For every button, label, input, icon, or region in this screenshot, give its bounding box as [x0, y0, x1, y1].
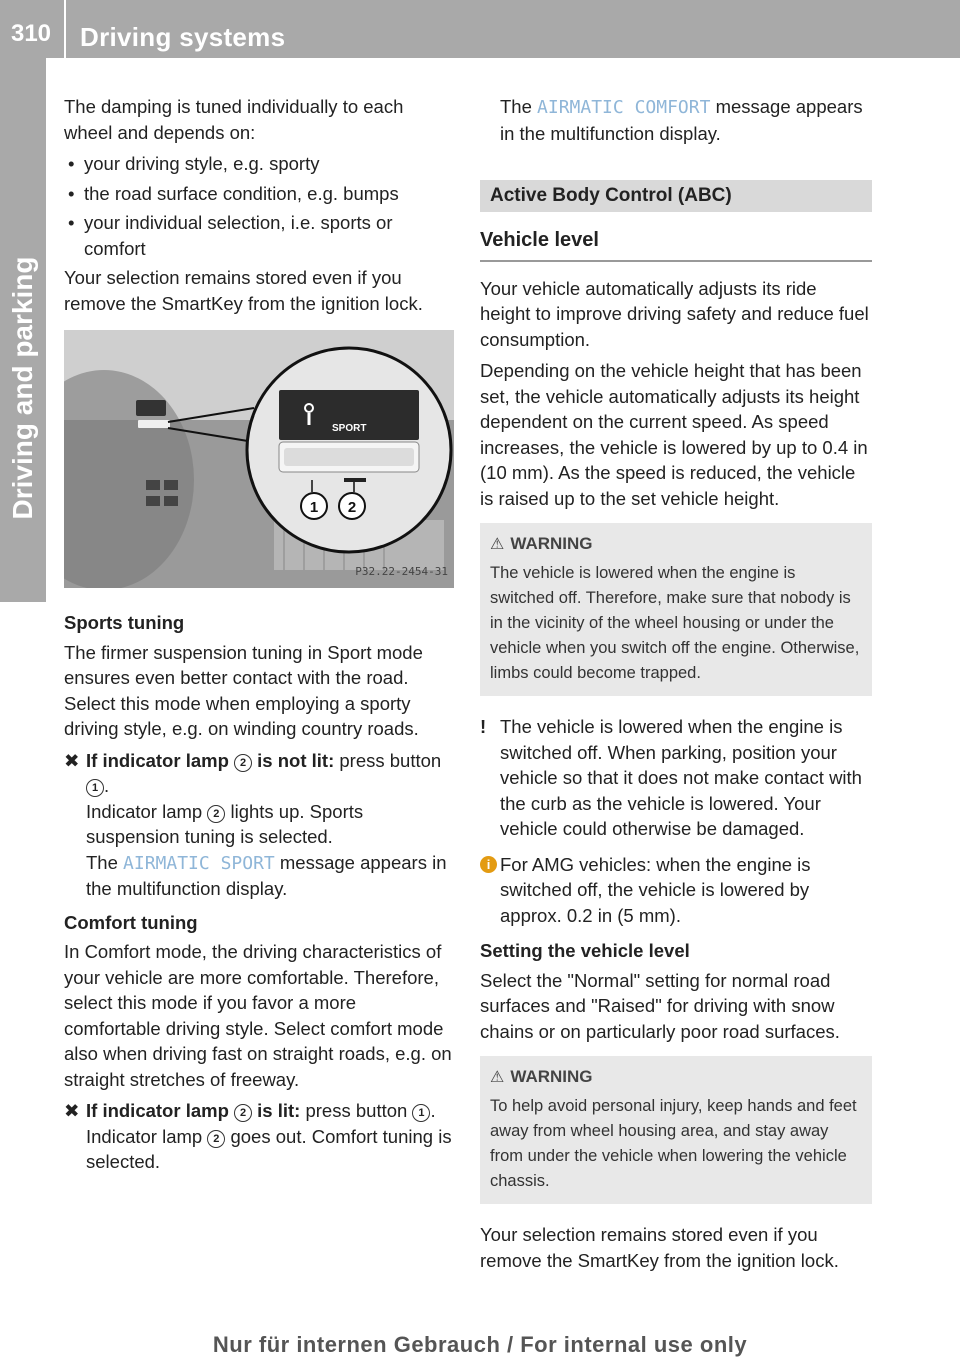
step-result: lights up. Sports suspension tuning is selected. — [86, 800, 364, 847]
warning-text: To help avoid personal injury, keep hands and feet away from wheel housing area, and stay away from under the vehicle when lowering the vehicle chassis. — [490, 1097, 857, 1190]
display-message: AIRMATIC SPORT — [123, 852, 275, 874]
callout-1-icon: 1 — [86, 779, 104, 797]
figure-code: P32.22-2454-31 — [355, 564, 448, 578]
section-title: Active Body Control (ABC) — [480, 180, 872, 212]
warning-title-text: WARNING — [510, 534, 593, 553]
step-bold: is not lit: — [257, 749, 335, 771]
list-item: • your individual selection, i.e. sports or comfort — [64, 210, 456, 261]
warning-triangle-icon: ⚠ — [490, 536, 505, 553]
notice-text: The vehicle is lowered when the engine is switched off. When parking, position your vehicle so that it does not make contact with the curb as the vehicle is lowered. Your vehicle could otherwise be damaged. — [500, 716, 862, 839]
footer-watermark: Nur für internen Gebrauch / For internal use only — [212, 1332, 748, 1357]
warning-title — [490, 1064, 862, 1090]
warning-box — [480, 1056, 872, 1204]
comfort-message — [480, 94, 872, 146]
header-title: Driving systems — [80, 22, 286, 52]
step-result: Indicator lamp — [86, 1125, 203, 1147]
list-item: • your driving style, e.g. sporty — [64, 151, 456, 177]
msg-text: message appears in the multifunction display. — [86, 851, 447, 899]
msg-text: The — [500, 96, 532, 117]
comfort-heading: Comfort tuning — [64, 911, 198, 933]
header-divider — [64, 0, 66, 58]
callout-2-icon: 2 — [207, 1130, 225, 1148]
callout-1: 1 — [309, 499, 319, 516]
right-column — [480, 94, 872, 1279]
step-bold: If indicator lamp — [86, 1100, 229, 1121]
subsection-title: Vehicle level — [480, 228, 872, 262]
comfort-body: In Comfort mode, the driving characteristics of your vehicle are more comfortable. Therefore, select this mode if you favor a more comfortable driving style. Select comfort mode also when driving fast on straight roads, e.g. on straight stretches of freeway. — [64, 941, 452, 1090]
warning-triangle-icon: ⚠ — [490, 1069, 505, 1086]
step-text: press button — [339, 749, 442, 771]
msg-text: The — [86, 851, 118, 873]
page-header — [0, 0, 960, 58]
list-item: • the road surface condition, e.g. bumps — [64, 181, 456, 207]
callout-1-icon: 1 — [412, 1104, 430, 1122]
side-tab — [0, 58, 46, 602]
stored-note: Your selection remains stored even if you remove the SmartKey from the ignition lock. — [480, 1224, 839, 1271]
callout-2-icon: 2 — [234, 754, 252, 772]
stored-note: Your selection remains stored even if you remove the SmartKey from the ignition lock. — [64, 267, 423, 314]
step-result: goes out. Comfort tuning is selected. — [86, 1125, 452, 1172]
msg-text: message appears in the multifunction display. — [500, 96, 863, 144]
paragraph: Your vehicle automatically adjusts its ride height to improve driving safety and reduce fuel consumption. — [480, 277, 869, 350]
sports-body: The firmer suspension tuning in Sport mode ensures even better contact with the road. Select this mode when employing a sporty driving style, e.g. on winding country roads. — [64, 641, 423, 739]
warning-text: The vehicle is lowered when the engine is switched off. Therefore, make sure that nobody is in the vicinity of the wheel housing or under the vehicle when you switch off the engine. Otherwise, limbs could become trapped. — [490, 564, 860, 682]
intro-text: The damping is tuned individually to each wheel and depends on: — [64, 96, 404, 143]
step-bold: is lit: — [257, 1100, 301, 1121]
warning-box — [480, 523, 872, 696]
sports-step: ✖ If indicator lamp 2 is not lit: press button 1 . Indicator lamp 2 lights up. Sports suspension tuning is selected. The AIRMATIC SPORT message appears in the multifunction display. — [64, 749, 447, 899]
step-result: Indicator lamp — [86, 800, 203, 822]
callout-2-icon: 2 — [207, 805, 225, 823]
step-arrow-icon: ✖ — [64, 1100, 80, 1121]
warning-title — [490, 531, 862, 557]
dashboard-figure — [64, 330, 454, 588]
side-tab-label: Driving and parking — [7, 256, 38, 520]
dashboard-illustration — [64, 330, 454, 588]
warning-title-text: WARNING — [510, 1067, 593, 1086]
setting-heading: Setting the vehicle level — [480, 940, 690, 961]
step-text: press button — [305, 1100, 408, 1121]
info-note — [480, 852, 872, 929]
info-icon: i — [480, 856, 497, 873]
comfort-step: ✖ If indicator lamp 2 is lit: press button 1 . Indicator lamp 2 goes out. Comfort tuning is selected. — [64, 1100, 452, 1172]
setting-body: Select the "Normal" setting for normal road surfaces and "Raised" for driving with snow chains or on particularly poor road surfaces. — [480, 969, 840, 1042]
page-number: 310 — [10, 20, 52, 47]
factor-list — [64, 151, 456, 261]
left-column — [64, 94, 456, 1183]
paragraph: Depending on the vehicle height that has been set, the vehicle automatically adjusts its height dependent on the current speed. As speed increases, the vehicle is lowered by up to 0.4 in (10 mm). As the speed is reduced, the vehicle is raised up to the set vehicle height. — [480, 360, 868, 509]
notice — [480, 714, 872, 842]
step-arrow-icon: ✖ — [64, 749, 80, 771]
info-text: For AMG vehicles: when the engine is switched off, the vehicle is lowered by approx. 0.2 in (5 mm). — [500, 853, 811, 926]
callout-2-icon: 2 — [234, 1104, 252, 1122]
sports-heading: Sports tuning — [64, 612, 185, 633]
step-bold: If indicator lamp — [86, 749, 229, 771]
callout-2: 2 — [347, 499, 357, 516]
display-label: SPORT — [332, 423, 367, 434]
display-message: AIRMATIC COMFORT — [537, 97, 711, 118]
exclamation-icon: ! — [480, 716, 487, 737]
